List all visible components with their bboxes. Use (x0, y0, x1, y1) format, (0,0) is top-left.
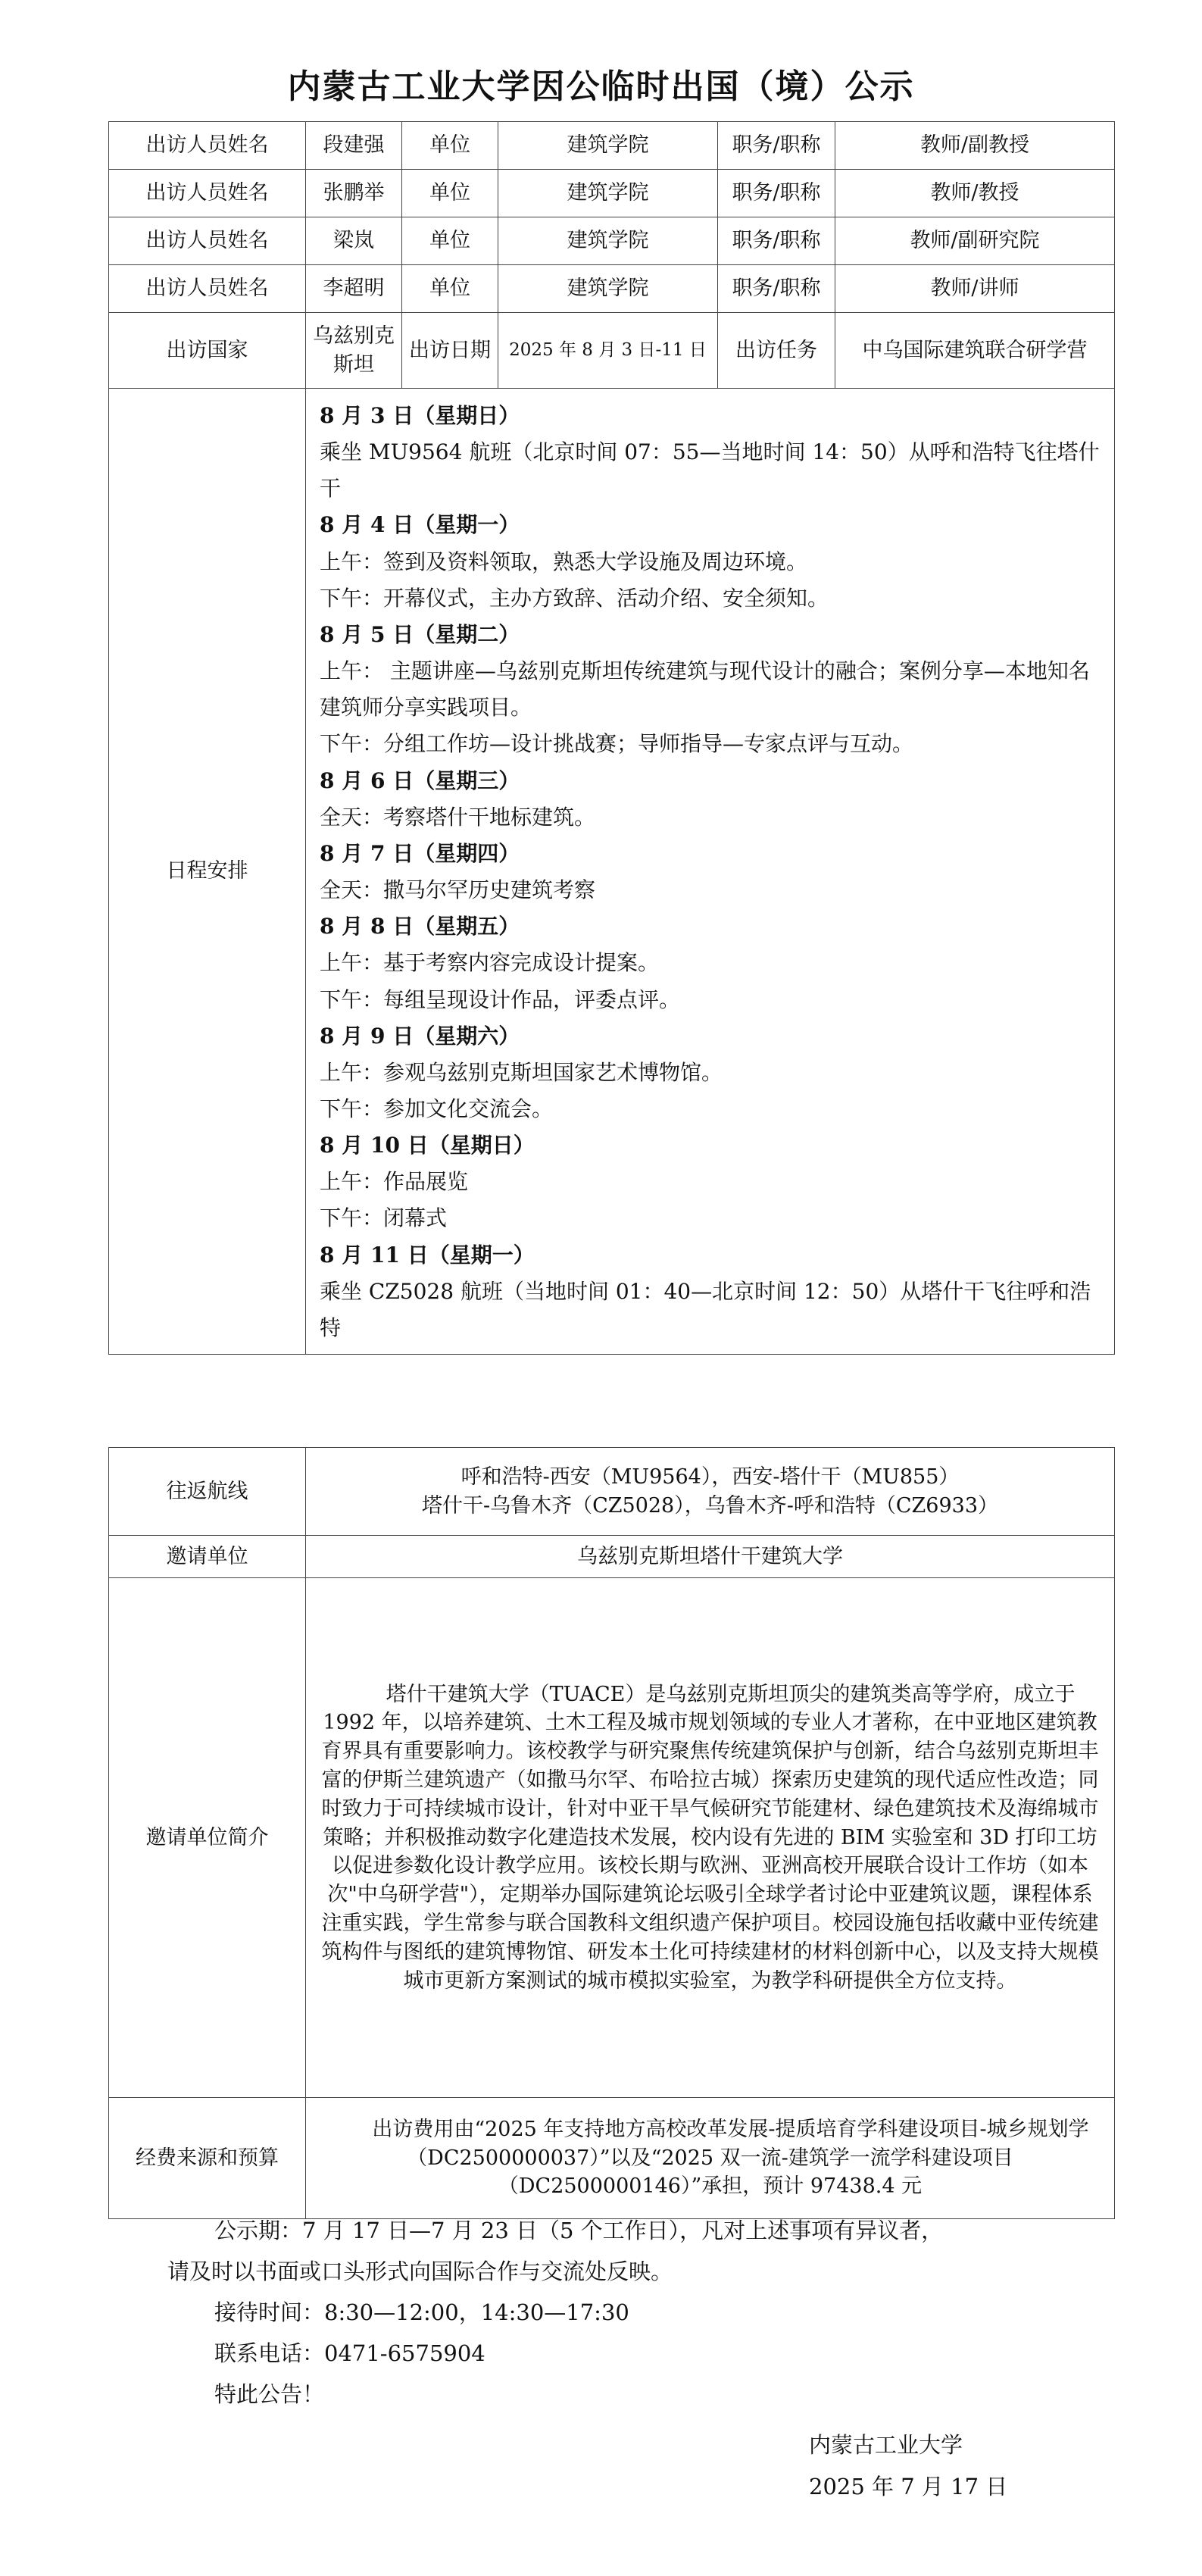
route-label: 往返航线 (109, 1448, 306, 1536)
visitor-unit: 建筑学院 (498, 170, 718, 217)
inviter-intro-label: 邀请单位简介 (109, 1578, 306, 2098)
schedule-day-item: 乘坐 MU9564 航班（北京时间 07：55—当地时间 14：50）从呼和浩特飞往塔什干 (320, 439, 1100, 502)
visitor-position: 教师/副教授 (835, 122, 1115, 170)
visitor-row (109, 217, 1115, 265)
inviter-intro-row (109, 1578, 1115, 2098)
schedule-row (109, 389, 1115, 1355)
visitor-unit: 建筑学院 (498, 265, 718, 313)
route-line-1: 呼和浩特-西安（MU9564），西安-塔什干（MU855） (461, 1465, 960, 1489)
unit-label: 单位 (402, 265, 498, 313)
schedule-day-item: 下午：闭幕式 (320, 1205, 448, 1231)
inviter-row (109, 1536, 1115, 1578)
visitor-position: 教师/教授 (835, 170, 1115, 217)
visitor-unit: 建筑学院 (498, 217, 718, 265)
position-label: 职务/职称 (718, 170, 835, 217)
task-label: 出访任务 (718, 313, 835, 389)
visitor-name: 段建强 (306, 122, 402, 170)
notice-block (0, 2211, 1202, 2415)
closing-line: 特此公告！ (214, 2381, 325, 2407)
schedule-day-heading: 8 月 5 日（星期二） (320, 621, 520, 647)
route-row (109, 1448, 1115, 1536)
schedule-day-item: 全天：考察塔什干地标建筑。 (320, 804, 596, 830)
schedule-day-item: 下午：分组工作坊—设计挑战赛；导师指导—专家点评与互动。 (320, 731, 914, 757)
schedule-day-item: 上午：基于考察内容完成设计提案。 (320, 950, 660, 976)
schedule-day-heading: 8 月 8 日（星期五） (320, 914, 520, 939)
route-value (306, 1448, 1115, 1536)
schedule-day-heading: 8 月 10 日（星期日） (320, 1133, 535, 1158)
visitor-unit: 建筑学院 (498, 122, 718, 170)
notice-line-2: 请及时以书面或口头形式向国际合作与交流处反映。 (167, 2258, 673, 2284)
visitor-name: 张鹏举 (306, 170, 402, 217)
schedule-day-heading: 8 月 11 日（星期一） (320, 1242, 535, 1268)
trip-row (109, 313, 1115, 389)
schedule-day-item: 下午：开幕仪式，主办方致辞、活动介绍、安全须知。 (320, 585, 829, 611)
schedule-day-item: 上午：参观乌兹别克斯坦国家艺术博物馆。 (320, 1059, 723, 1085)
schedule-day-item: 下午：每组呈现设计作品，评委点评。 (320, 986, 681, 1012)
page-title: 内蒙古工业大学因公临时出国（境）公示 (287, 67, 915, 106)
visitor-row (109, 122, 1115, 170)
position-label: 职务/职称 (718, 217, 835, 265)
country-value: 乌兹别克斯坦 (306, 313, 402, 389)
signature-org: 内蒙古工业大学 (809, 2432, 963, 2458)
signature-block (809, 2424, 1007, 2508)
schedule-day-item: 全天：撒马尔罕历史建筑考察 (320, 877, 596, 903)
unit-label: 单位 (402, 122, 498, 170)
visitor-name-label: 出访人员姓名 (109, 265, 306, 313)
schedule-day-item: 上午：签到及资料领取，熟悉大学设施及周边环境。 (320, 549, 808, 574)
inviter-intro-text: 塔什干建筑大学（TUACE）是乌兹别克斯坦顶尖的建筑类高等学府，成立于 1992 年，以培养建筑、土木工程及城市规划领域的专业人才著称，在中亚地区建筑教育界具有重要影响力。该校教学与研究聚焦传统建筑保护与创新，结合乌兹别克斯坦丰富的伊斯兰建筑遗产（如撒马尔罕、布哈拉古城）探索历史建筑的现代适应性改造；同时致力于可持续城市设计，针对中亚干旱气候研究节能建材、绿色建筑技术及海绵城市策略；并积极推动数字化建造技术发展，校内设有先进的 BIM 实验室和 3D 打印工坊以促进参数化设计教学应用。该校长期与欧洲、亚洲高校开展联合设计工作坊（如本次"中乌研学营"），定期举办国际建筑论坛吸引全球学者讨论中亚建筑议题，课程体系注重实践，学生常参与联合国教科文组织遗产保护项目。校园设施包括收藏中亚传统建筑构件与图纸的建筑博物馆、研发本土化可持续建材的材料创新中心，以及支持大规模城市更新方案测试的城市模拟实验室，为教学科研提供全方位支持。 (306, 1578, 1115, 2098)
visitor-name: 梁岚 (306, 217, 402, 265)
schedule-day-item: 上午：作品展览 (320, 1169, 469, 1195)
schedule-content (306, 389, 1115, 1355)
schedule-list (320, 398, 1101, 1346)
visitor-position: 教师/副研究院 (835, 217, 1115, 265)
schedule-day-heading: 8 月 7 日（星期四） (320, 840, 520, 866)
task-value: 中乌国际建筑联合研学营 (835, 313, 1115, 389)
schedule-day-item: 上午： 主题讲座—乌兹别克斯坦传统建筑与现代设计的融合；案例分享—本地知名建筑师分享实践项目。 (320, 658, 1090, 721)
visit-info-table (108, 121, 1115, 1355)
funding-text: 出访费用由“2025 年支持地方高校改革发展-提质培育学科建设项目-城乡规划学（DC2500000037）”以及“2025 双一流-建筑学一流学科建设项目（DC2500000146）”承担，预计 97438.4 元 (306, 2098, 1115, 2219)
contact-phone: 联系电话：0471-6575904 (214, 2340, 485, 2366)
visitor-row (109, 170, 1115, 217)
route-line-2: 塔什干-乌鲁木齐（CZ5028），乌鲁木齐-呼和浩特（CZ6933） (421, 1493, 998, 1518)
schedule-day-heading: 8 月 4 日（星期一） (320, 512, 520, 538)
schedule-label: 日程安排 (109, 389, 306, 1355)
visitor-name-label: 出访人员姓名 (109, 217, 306, 265)
schedule-day-heading: 8 月 9 日（星期六） (320, 1023, 520, 1049)
visitor-position: 教师/讲师 (835, 265, 1115, 313)
funding-info-table (108, 1447, 1115, 2219)
schedule-day-item: 乘坐 CZ5028 航班（当地时间 01：40—北京时间 12：50）从塔什干飞往呼和浩特 (320, 1278, 1091, 1340)
visit-date-label: 出访日期 (402, 313, 498, 389)
inviter-value: 乌兹别克斯坦塔什干建筑大学 (306, 1536, 1115, 1578)
notice-line-1: 公示期：7 月 17 日—7 月 23 日（5 个工作日），凡对上述事项有异议者， (214, 2218, 944, 2243)
country-label: 出访国家 (109, 313, 306, 389)
visit-date-value: 2025 年 8 月 3 日-11 日 (498, 313, 718, 389)
signature-date: 2025 年 7 月 17 日 (809, 2474, 1008, 2500)
unit-label: 单位 (402, 217, 498, 265)
visitor-name: 李超明 (306, 265, 402, 313)
schedule-day-heading: 8 月 3 日（星期日） (320, 403, 520, 428)
position-label: 职务/职称 (718, 265, 835, 313)
reception-time: 接待时间：8:30—12:00，14:30—17:30 (214, 2299, 629, 2325)
funding-label: 经费来源和预算 (109, 2098, 306, 2219)
visitor-row (109, 265, 1115, 313)
unit-label: 单位 (402, 170, 498, 217)
funding-row (109, 2098, 1115, 2219)
inviter-label: 邀请单位 (109, 1536, 306, 1578)
visitor-name-label: 出访人员姓名 (109, 170, 306, 217)
schedule-day-heading: 8 月 6 日（星期三） (320, 767, 520, 793)
schedule-day-item: 下午：参加文化交流会。 (320, 1096, 554, 1121)
position-label: 职务/职称 (718, 122, 835, 170)
visitor-name-label: 出访人员姓名 (109, 122, 306, 170)
